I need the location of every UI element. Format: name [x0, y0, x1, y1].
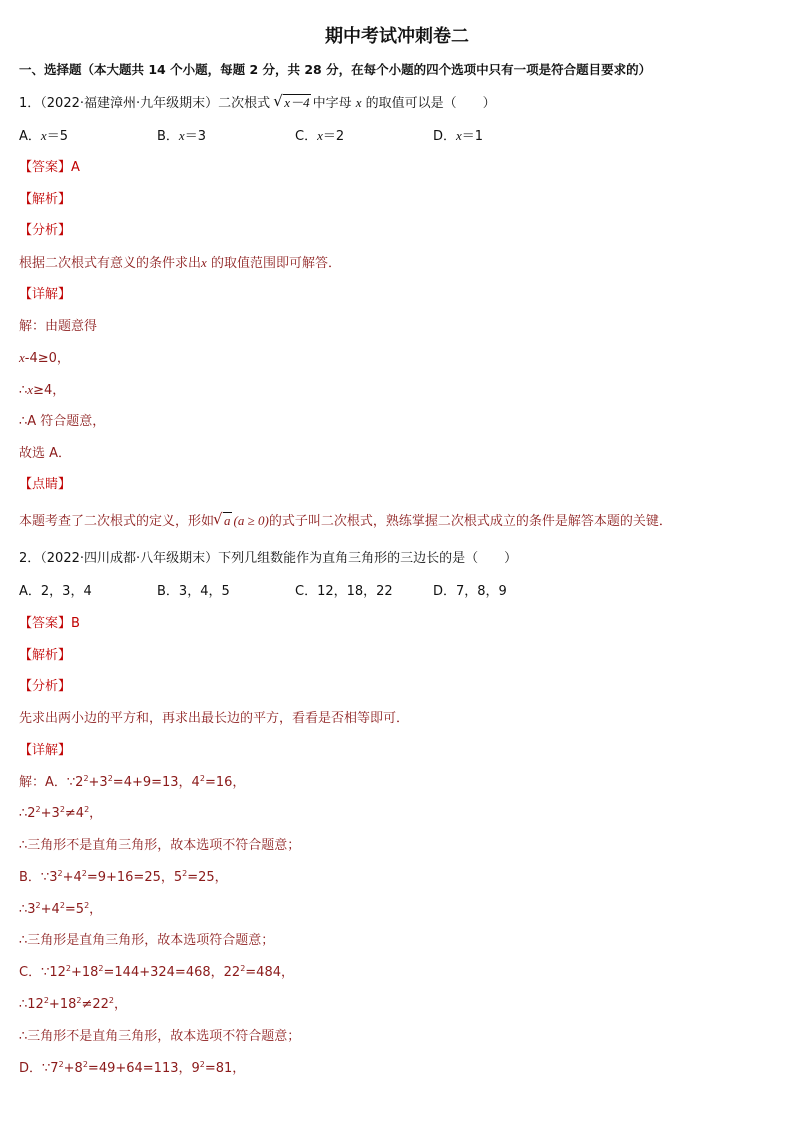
sqrt-expression: √ x－4 — [274, 94, 310, 113]
answer-value: A — [71, 160, 80, 175]
fenxi-label: 【分析】 — [19, 223, 72, 238]
comment-label: 【点睛】 — [19, 477, 72, 492]
section-heading: 一、选择题（本大题共 14 个小题，每题 2 分，共 28 分，在每个小题的四个选项中只有一项是符合题目要求的） — [19, 62, 652, 77]
solution-step: ∴三角形不是直角三角形，故本选项不符合题意； — [19, 838, 301, 853]
solution-step: $\therefore 3^2+4^2=5^2$， — [19, 901, 103, 917]
solution-step: ∴三角形是直角三角形，故本选项符合题意； — [19, 933, 275, 948]
option-a: A．2，3，4 — [19, 584, 92, 599]
solution-step: 故选 A． — [19, 446, 72, 461]
option-b: B．3，4，5 — [157, 584, 230, 599]
solution-step: 解：由题意得 — [19, 319, 98, 334]
question-source: （2022·福建漳州·九年级期末） — [40, 96, 219, 111]
solution-step: x-4≥0， — [19, 350, 70, 366]
comment-text: 本题考查了二次根式的定义，形如√ a (a ≥ 0)的式子叫二次根式，熟练掌握二次根式成立的条件是解答本题的关键． — [19, 512, 672, 531]
option-d: D．x＝1 — [433, 128, 484, 144]
page-title: 期中考试冲刺卷二 — [325, 26, 469, 47]
detail-label: 【详解】 — [19, 287, 72, 302]
solution-step: $\therefore 12^2+18^2\ne 22^2$， — [19, 996, 127, 1012]
option-a: A．x＝5 — [19, 128, 68, 144]
analysis-label: 【解析】 — [19, 192, 72, 207]
fenxi-label: 【分析】 — [19, 679, 72, 694]
answer-line: 【答案】A — [19, 160, 80, 175]
question-1-stem: 1．（2022·福建漳州·九年级期末）二次根式 √ x－4 中字母 x 的取值可以是（ ） — [19, 94, 496, 113]
option-b: B．x＝3 — [157, 128, 206, 144]
option-d: D．7，8，9 — [433, 584, 507, 599]
solution-step: ∴A 符合题意， — [19, 414, 106, 429]
solution-step: ∴三角形不是直角三角形，故本选项不符合题意； — [19, 1029, 301, 1044]
fenxi-text: 根据二次根式有意义的条件求出x 的取值范围即可解答． — [19, 255, 341, 271]
sqrt-expression: √ a — [214, 512, 232, 531]
answer-value: B — [71, 616, 80, 631]
solution-step: B．$\because 3^2+4^2=9+16=25$，$5^2=25$， — [19, 869, 228, 885]
solution-step: C．$\because 12^2+18^2=144+324=468$，$22^2=484$， — [19, 964, 294, 980]
question-source: （2022·四川成都·八年级期末） — [40, 551, 219, 566]
detail-label: 【详解】 — [19, 743, 72, 758]
option-c: C．12，18，22 — [295, 584, 393, 599]
analysis-label: 【解析】 — [19, 648, 72, 663]
question-number: 2． — [19, 551, 41, 566]
solution-step: D．$\because 7^2+8^2=49+64=113$，$9^2=81$， — [19, 1060, 246, 1076]
question-number: 1． — [19, 96, 41, 111]
answer-line: 【答案】B — [19, 616, 80, 631]
solution-step: 解：A．$\because 2^2+3^2=4+9=13$，$4^2=16$， — [19, 774, 246, 790]
solution-step: $\therefore 2^2+3^2\ne 4^2$， — [19, 805, 103, 821]
question-2-stem: 2．（2022·四川成都·八年级期末）下列几组数能作为直角三角形的三边长的是（ ） — [19, 551, 518, 566]
option-c: C．x＝2 — [295, 128, 345, 144]
fenxi-text: 先求出两小边的平方和，再求出最长边的平方，看看是否相等即可． — [19, 711, 410, 726]
solution-step: ∴x≥4， — [19, 382, 66, 398]
